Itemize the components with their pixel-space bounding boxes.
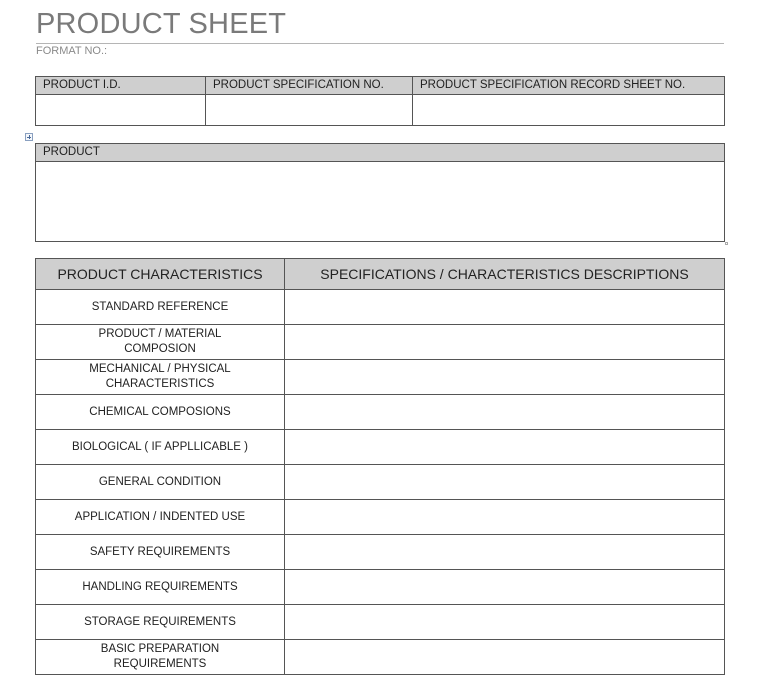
table-resize-handle-icon[interactable] [725,242,728,245]
characteristic-label: STORAGE REQUIREMENTS [84,615,236,628]
record-sheet-no-header: PRODUCT SPECIFICATION RECORD SHEET NO. [413,77,724,95]
format-number-label: FORMAT NO.: [36,45,108,57]
characteristic-label-cell [36,535,285,570]
table-row [36,500,725,535]
characteristic-label-cell [36,360,285,395]
characteristic-label-cell [36,290,285,325]
record-sheet-no-column [413,77,724,125]
specification-description-cell[interactable] [285,395,725,430]
document-title: PRODUCT SHEET [36,8,287,40]
characteristic-label: GENERAL CONDITION [98,475,222,488]
characteristic-label: SAFETY REQUIREMENTS [89,545,231,558]
product-spec-no-cell[interactable] [206,95,412,125]
table-row [36,430,725,465]
table-row [36,640,725,675]
characteristic-label: BIOLOGICAL ( IF APPLLICABLE ) [72,440,248,453]
specification-description-cell[interactable] [285,290,725,325]
table-row [36,290,725,325]
table-row [36,395,725,430]
characteristic-label-cell [36,430,285,465]
product-id-column [36,77,206,125]
characteristic-label-cell [36,500,285,535]
table-row [36,535,725,570]
table-row [36,360,725,395]
record-sheet-no-cell[interactable] [413,95,724,125]
specification-description-cell[interactable] [285,465,725,500]
specification-description-cell[interactable] [285,500,725,535]
product-spec-no-column [206,77,413,125]
specification-description-cell[interactable] [285,360,725,395]
specification-description-cell[interactable] [285,605,725,640]
characteristics-header-row [36,259,725,290]
characteristic-label-cell [36,395,285,430]
specification-description-cell[interactable] [285,570,725,605]
specification-description-cell[interactable] [285,640,725,675]
product-id-header: PRODUCT I.D. [36,77,205,95]
characteristic-label: STANDARD REFERENCE [91,300,229,313]
table-row [36,570,725,605]
characteristic-label: BASIC PREPARATION REQUIREMENTS [100,643,220,670]
table-move-handle-icon[interactable] [25,133,33,141]
table-row [36,465,725,500]
product-spec-no-header: PRODUCT SPECIFICATION NO. [206,77,412,95]
specifications-header: SPECIFICATIONS / CHARACTERISTICS DESCRIPTIONS [285,259,725,290]
characteristic-label: PRODUCT / MATERIAL COMPOSION [98,328,222,355]
characteristic-label: CHEMICAL COMPOSIONS [89,405,231,418]
product-id-table [35,76,725,126]
characteristic-label: MECHANICAL / PHYSICAL CHARACTERISTICS [89,363,231,390]
product-characteristics-header: PRODUCT CHARACTERISTICS [36,259,285,290]
specification-description-cell[interactable] [285,535,725,570]
product-header: PRODUCT [36,144,724,162]
product-box [35,143,725,242]
characteristics-table [35,258,725,675]
product-id-cell[interactable] [36,95,205,125]
specification-description-cell[interactable] [285,325,725,360]
table-row [36,325,725,360]
specification-description-cell[interactable] [285,430,725,465]
characteristic-label-cell [36,605,285,640]
characteristic-label: HANDLING REQUIREMENTS [82,580,238,593]
table-row [36,605,725,640]
characteristic-label-cell [36,325,285,360]
title-divider [36,43,724,44]
characteristic-label-cell [36,570,285,605]
characteristic-label-cell [36,465,285,500]
product-description-cell[interactable] [36,162,724,242]
characteristic-label: APPLICATION / INDENTED USE [74,510,246,523]
characteristic-label-cell [36,640,285,675]
